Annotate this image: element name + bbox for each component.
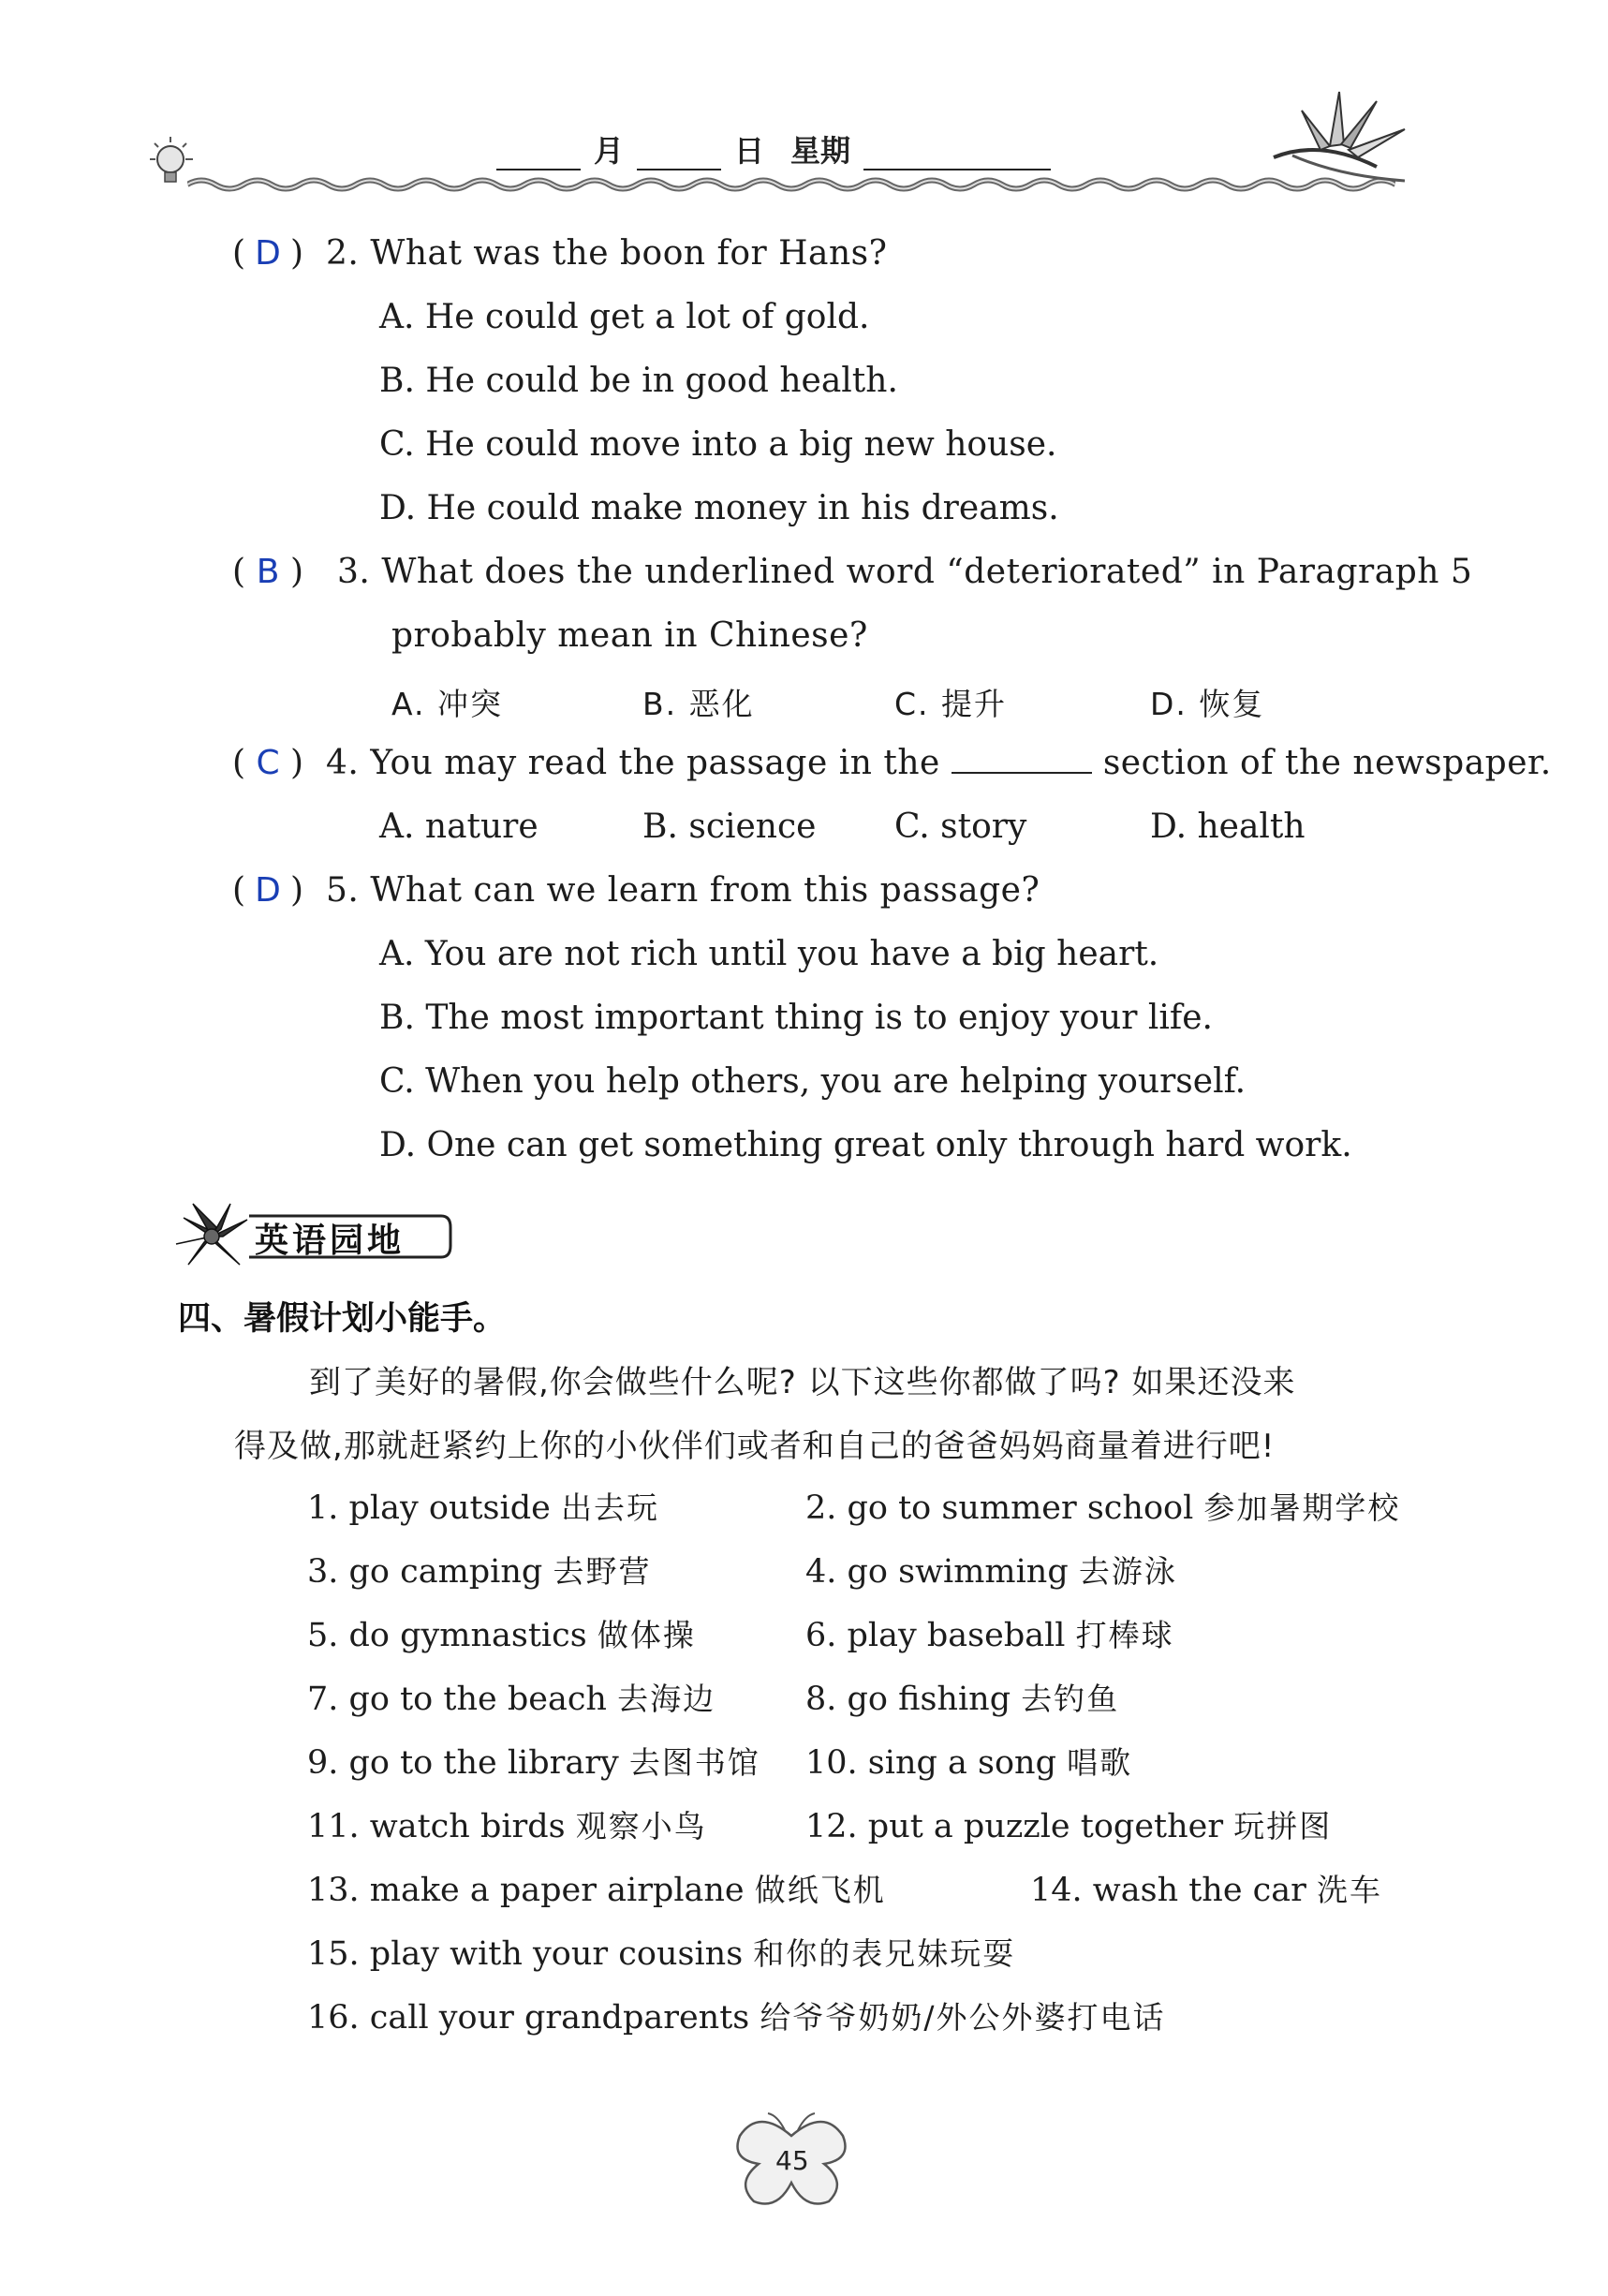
answer-q3: B (256, 553, 280, 591)
q2-option-b: B. He could be in good health. (379, 362, 898, 400)
month-blank[interactable] (496, 141, 581, 170)
q3-option-d: D. 恢复 (1150, 686, 1265, 722)
q3-option-c: C. 提升 (894, 686, 1008, 722)
question-3-line2: probably mean in Chinese? (391, 616, 868, 655)
q4-option-d: D. health (1150, 807, 1306, 846)
answer-box-q2: ( D ) (232, 234, 304, 273)
answer-box-q5: ( D ) (232, 871, 304, 910)
bird-of-paradise-flower-icon (1264, 82, 1414, 185)
plan-item-11: 11. watch birds 观察小鸟 (307, 1808, 707, 1845)
weekday-label: 星期 (790, 133, 851, 169)
answer-box-q4: ( C ) (232, 744, 304, 782)
day-blank[interactable] (637, 141, 721, 170)
q4-option-a: A. nature (379, 807, 538, 846)
plan-item-1: 1. play outside 出去玩 (307, 1489, 659, 1527)
plan-item-16: 16. call your grandparents 给爷爷奶奶/外公外婆打电话 (307, 1999, 1166, 2037)
plan-item-4: 4. go swimming 去游泳 (805, 1553, 1177, 1591)
q3-option-b: B. 恶化 (642, 686, 755, 722)
answer-q5: D (255, 871, 281, 910)
plan-item-5: 5. do gymnastics 做体操 (307, 1617, 696, 1654)
q3-option-a: A. 冲突 (391, 686, 503, 722)
section-banner-label: 英语园地 (255, 1222, 406, 1260)
plan-item-6: 6. play baseball 打棒球 (805, 1617, 1174, 1654)
answer-box-q3: ( B ) (232, 553, 304, 591)
q5-option-d: D. One can get something great only through hard work. (379, 1126, 1352, 1164)
plan-item-8: 8. go fishing 去钓鱼 (805, 1681, 1120, 1718)
question-5: 5. What can we learn from this passage? (326, 871, 1040, 910)
plan-item-10: 10. sing a song 唱歌 (805, 1744, 1133, 1782)
q4-option-c: C. story (894, 807, 1027, 846)
question-3: 3. What does the underlined word “deteriorated” in Paragraph 5 (337, 553, 1473, 591)
month-label: 月 (594, 133, 625, 169)
plan-item-9: 9. go to the library 去图书馆 (307, 1744, 760, 1782)
q2-option-c: C. He could move into a big new house. (379, 425, 1057, 464)
section-intro-line2: 得及做,那就赶紧约上你的小伙伴们或者和自己的爸爸妈妈商量着进行吧! (234, 1428, 1276, 1465)
plan-item-14: 14. wash the car 洗车 (1030, 1872, 1383, 1909)
question-2: 2. What was the boon for Hans? (326, 234, 888, 273)
day-label: 日 (734, 133, 765, 169)
header-wavy-rule (187, 174, 1395, 195)
page-number: 45 (775, 2145, 809, 2176)
plan-item-13: 13. make a paper airplane 做纸飞机 (307, 1872, 886, 1909)
q4-answer-blank[interactable] (952, 744, 1092, 774)
q5-option-c: C. When you help others, you are helping yourself. (379, 1062, 1247, 1101)
question-4: 4. You may read the passage in the section of the newspaper. (326, 744, 1552, 782)
answer-q2: D (255, 234, 281, 273)
plan-item-2: 2. go to summer school 参加暑期学校 (805, 1489, 1401, 1527)
answer-q4: C (256, 744, 280, 782)
q5-option-b: B. The most important thing is to enjoy your life. (379, 999, 1213, 1037)
plan-item-3: 3. go camping 去野营 (307, 1553, 652, 1591)
q2-option-d: D. He could make money in his dreams. (379, 489, 1059, 527)
weekday-blank[interactable] (863, 141, 1051, 170)
plan-item-12: 12. put a puzzle together 玩拼图 (805, 1808, 1333, 1845)
q2-option-a: A. He could get a lot of gold. (379, 298, 870, 336)
q4-option-b: B. science (642, 807, 817, 846)
section-intro-line1: 到了美好的暑假,你会做些什么呢? 以下这些你都做了吗? 如果还没来 (309, 1364, 1296, 1401)
section-title: 四、暑假计划小能手。 (178, 1300, 507, 1338)
plan-item-15: 15. play with your cousins 和你的表兄妹玩耍 (307, 1935, 1016, 1973)
plan-item-7: 7. go to the beach 去海边 (307, 1681, 716, 1718)
date-header (496, 127, 1051, 170)
q5-option-a: A. You are not rich until you have a big heart. (379, 935, 1159, 973)
